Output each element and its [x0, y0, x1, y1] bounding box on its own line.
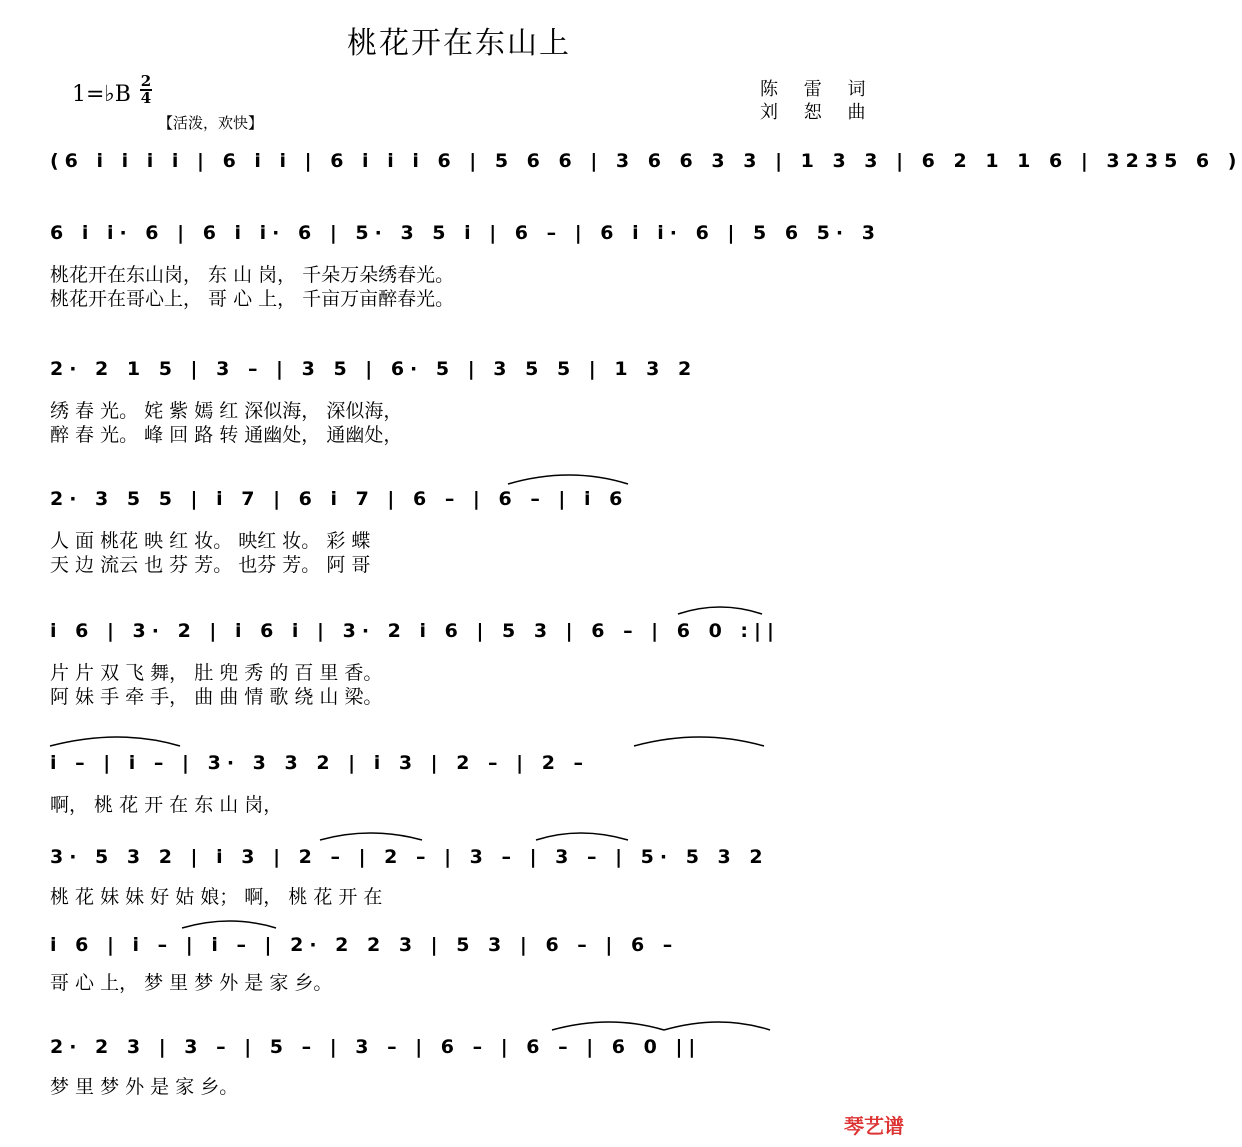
time-signature	[140, 74, 152, 106]
tempo-marking: 【活泼，欢快】	[158, 114, 264, 132]
lyrics-verse-1: 哥 心 上， 梦 里 梦 外 是 家 乡。	[50, 972, 333, 994]
lyrics-verse-2: 醉 春 光。 峰 回 路 转 通幽处， 通幽处，	[50, 424, 403, 446]
notation-line: i – | i – | 3· 3 3 2 | i 3 | 2 – | 2 –	[50, 752, 590, 774]
notation-line: 2· 2 1 5 | 3 – | 3 5 | 6· 5 | 3 5 5 | 1 3 2	[50, 358, 698, 380]
notation-line: 2· 2 3 | 3 – | 5 – | 3 – | 6 – | 6 – | 6 0 ||	[50, 1036, 702, 1058]
time-signature-top: 2	[140, 72, 152, 90]
lyrics-verse-2: 阿 妹 手 牵 手， 曲 曲 情 歌 绕 山 梁。	[50, 686, 383, 708]
lyrics-verse-1: 绣 春 光。 姹 紫 嫣 红 深似海， 深似海，	[50, 400, 403, 422]
key-signature: 1=♭B	[72, 82, 131, 107]
notation-line: 6 i i· 6 | 6 i i· 6 | 5· 3 5 i | 6 – | 6 i i· 6 | 5 6 5· 3	[50, 222, 881, 244]
notation-line: i 6 | i – | i – | 2· 2 2 3 | 5 3 | 6 – | 6 –	[50, 934, 679, 956]
notation-line: 2· 3 5 5 | i 7 | 6 i 7 | 6 – | 6 – | i 6	[50, 488, 629, 510]
lyrics-verse-1: 桃花开在东山岗， 东 山 岗， 千朵万朵绣春光。	[50, 264, 455, 286]
lyrics-verse-2: 桃花开在哥心上， 哥 心 上， 千亩万亩醉春光。	[50, 288, 455, 310]
lyrics-verse-2: 天 边 流云 也 芬 芳。 也芬 芳。 阿 哥	[50, 554, 371, 576]
lyricist-credit: 陈 雷 词	[760, 79, 876, 100]
watermark-logo: 琴艺谱	[844, 1114, 904, 1138]
notation-line: (6 i i i i | 6 i i | 6 i i i 6 | 5 6 6 | 3 6 6 3 3 | 1 3 3 | 6 2 1 1 6 | 3235 6 )	[50, 150, 1242, 172]
lyrics-verse-1: 人 面 桃花 映 红 妆。 映红 妆。 彩 蝶	[50, 530, 371, 552]
lyrics-verse-1: 片 片 双 飞 舞， 肚 兜 秀 的 百 里 香。	[50, 662, 383, 684]
lyrics-verse-1: 啊， 桃 花 开 在 东 山 岗，	[50, 794, 283, 816]
notation-line: i 6 | 3· 2 | i 6 i | 3· 2 i 6 | 5 3 | 6 – | 6 0 :||	[50, 620, 780, 642]
time-signature-bottom: 4	[140, 89, 152, 107]
notation-line: 3· 5 3 2 | i 3 | 2 – | 2 – | 3 – | 3 – | 5· 5 3 2	[50, 846, 769, 868]
lyrics-verse-1: 桃 花 妹 妹 好 姑 娘； 啊， 桃 花 开 在	[50, 886, 383, 908]
lyrics-verse-1: 梦 里 梦 外 是 家 乡。	[50, 1076, 239, 1098]
composer-credit: 刘 恕 曲	[760, 102, 876, 123]
page-title: 桃花开在东山上	[347, 26, 571, 61]
